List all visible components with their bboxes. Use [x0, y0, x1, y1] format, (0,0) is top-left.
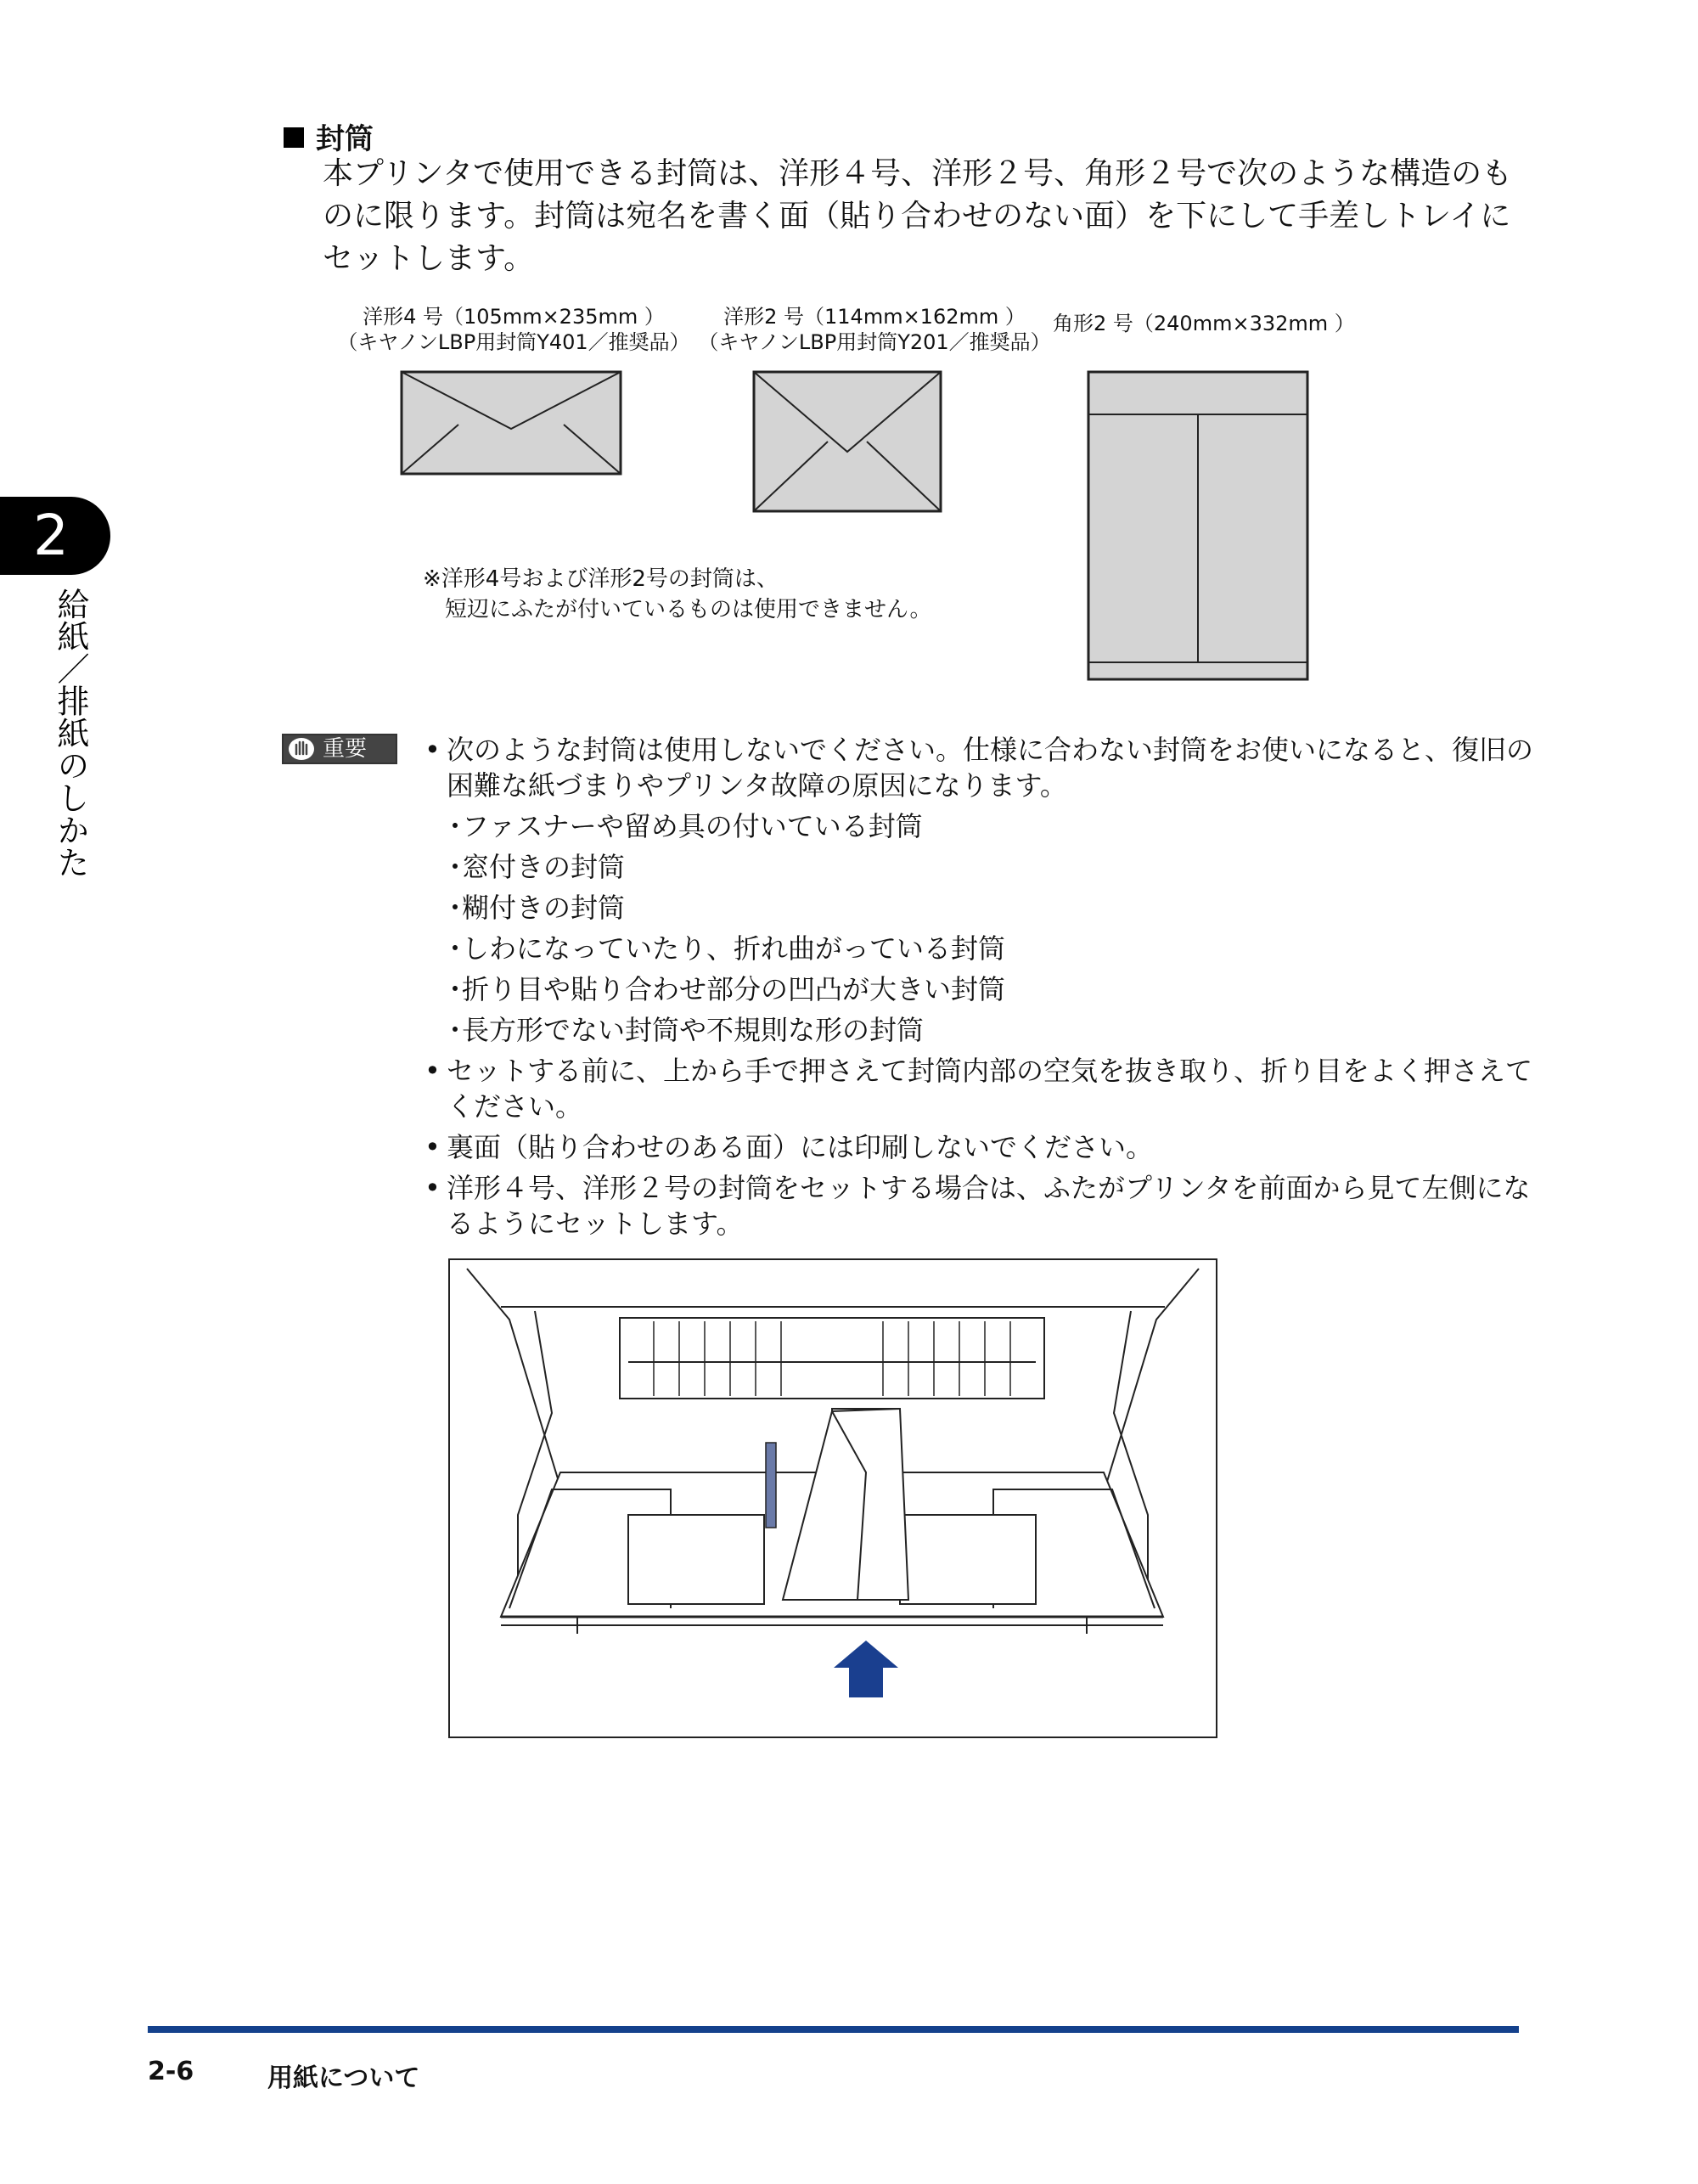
page-number: 2-6: [148, 2057, 194, 2086]
envelope-note: ※洋形4号および洋形2号の封筒は、 短辺にふたが付いているものは使用できません。: [423, 566, 932, 622]
footer-page-title: 用紙について: [267, 2063, 420, 2093]
printer-tray-illustration: [448, 1258, 1217, 1738]
envelope-caption-youkei4: 洋形4 号（105mm×235mm ） （キヤノンLBP用封筒Y401／推奨品）: [337, 305, 690, 354]
bullet-item: • 洋形４号、洋形２号の封筒をセットする場合は、ふたがプリンタを前面から見て左側になるようにセットします。: [424, 1170, 1537, 1241]
left-guide: [766, 1443, 776, 1528]
footer-rule: [148, 2026, 1519, 2033]
sub-item: ･窓付きの封筒: [448, 851, 626, 883]
envelope-youkei2-drawing: [754, 372, 941, 511]
sub-item: ･ファスナーや留め具の付いている封筒: [448, 810, 923, 842]
sub-item: ･長方形でない封筒や不規則な形の封筒: [448, 1014, 925, 1046]
insert-arrow-icon: [834, 1641, 898, 1697]
bullet-item: • セットする前に、上から手で押さえて封筒内部の空気を抜き取り、折り目をよく押さえてください。: [424, 1053, 1537, 1124]
envelope-caption-youkei2: 洋形2 号（114mm×162mm ） （キヤノンLBP用封筒Y201／推奨品）: [698, 305, 1051, 354]
envelope-youkei4-drawing: [402, 372, 621, 474]
important-badge: 重要: [282, 734, 397, 764]
envelope-caption-kakukei2: 角形2 号（240mm×332mm ）: [1053, 312, 1355, 335]
sub-item-list: [424, 808, 1537, 1048]
bullet-item: • 裏面（貼り合わせのある面）には印刷しないでください。: [424, 1129, 1537, 1165]
sub-item: ･折り目や貼り合わせ部分の凹凸が大きい封筒: [448, 973, 1006, 1005]
chapter-title-vertical: 給紙／排紙のしかた: [52, 588, 89, 878]
section-title: 封筒: [284, 115, 374, 157]
sub-item: ･しわになっていたり、折れ曲がっている封筒: [448, 932, 1006, 965]
section-intro: 本プリンタで使用できる封筒は、洋形４号、洋形２号、角形２号で次のような構造のものに限ります。封筒は宛名を書く面（貼り合わせのない面）を下にして手差しトレイにセットします。: [323, 156, 1513, 276]
sub-item: ･糊付きの封筒: [448, 892, 626, 924]
printer-tray-drawing: [450, 1260, 1216, 1737]
chapter-number-tab: 2: [0, 497, 110, 575]
envelope-kakukei2-drawing: [1088, 372, 1307, 679]
bullet-item: • 次のような封筒は使用しないでください。仕様に合わない封筒をお使いになると、復旧の困難な紙づまりやプリンタ故障の原因になります。: [424, 732, 1537, 803]
important-bullets: [424, 732, 1537, 1247]
hand-stop-icon: [287, 736, 316, 762]
